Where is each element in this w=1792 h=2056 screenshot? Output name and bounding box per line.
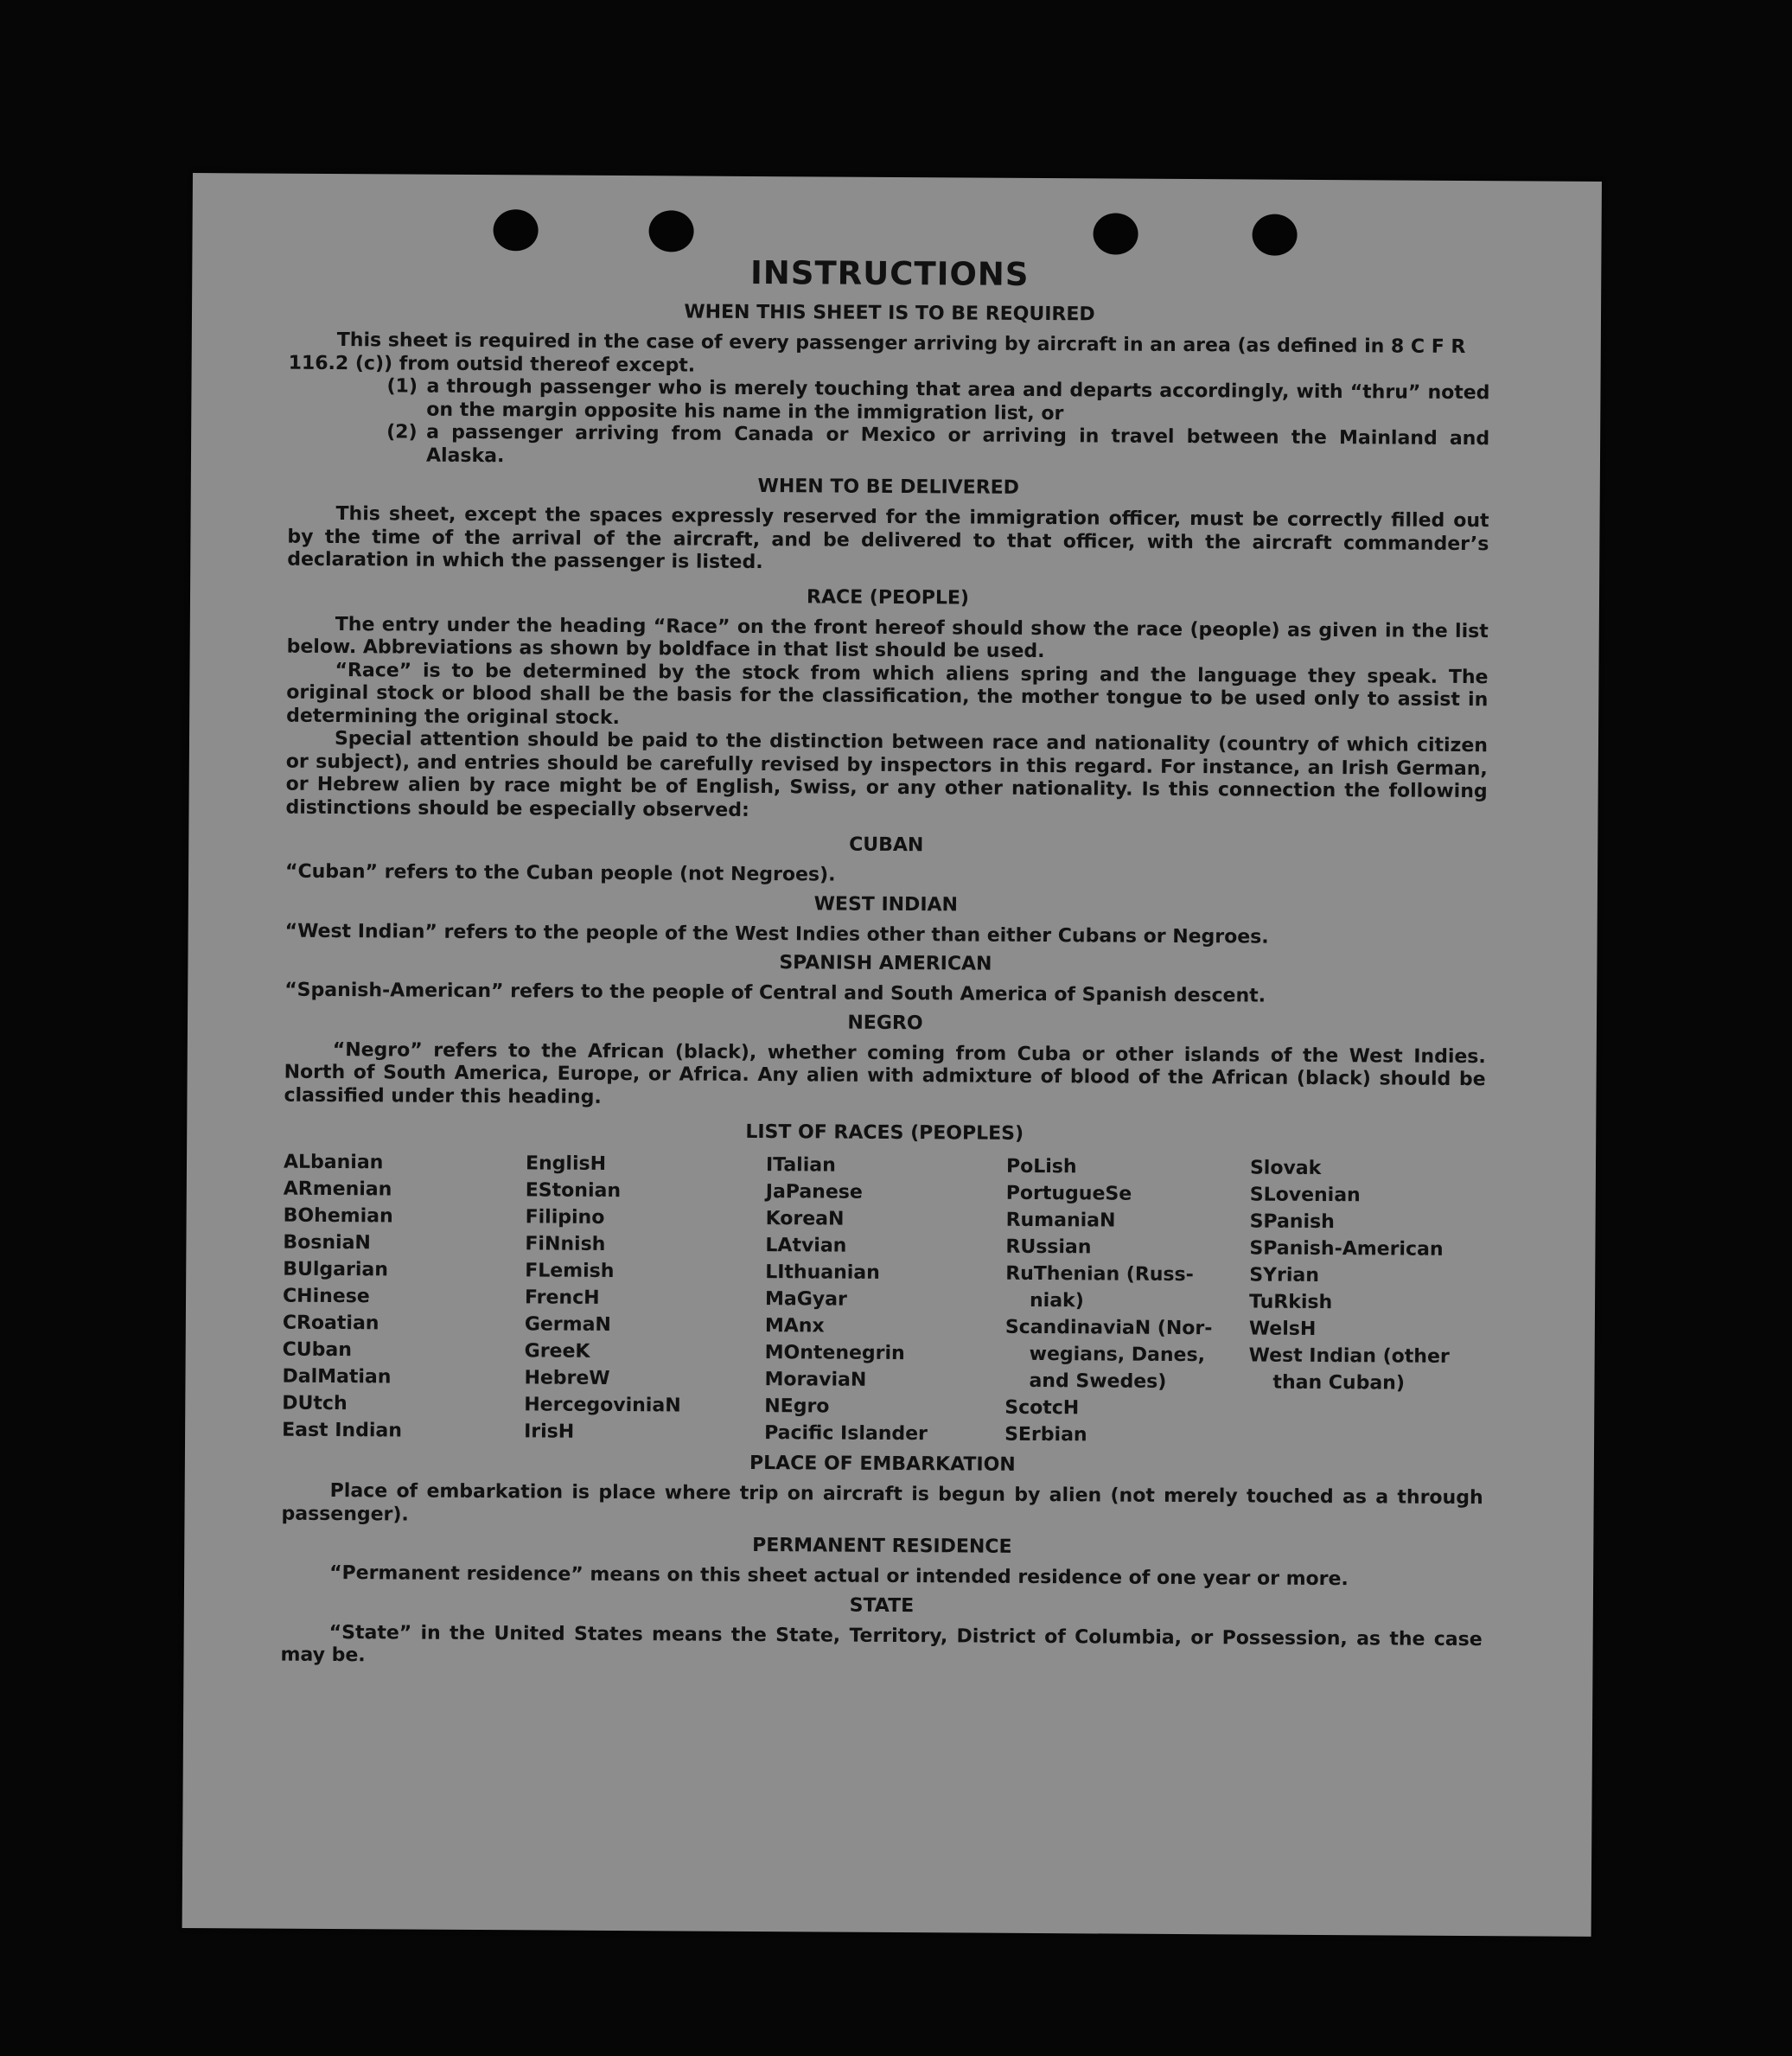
when-required-intro-2: 116.2 (c)) from outsid thereof except. — [288, 352, 696, 377]
race-entry: GermaN — [524, 1313, 611, 1336]
heading-west-indian: WEST INDIAN — [813, 892, 959, 916]
race-entry: RUssian — [1005, 1236, 1092, 1259]
race-entry: DUtch — [282, 1392, 348, 1415]
cuban-text: “Cuban” refers to the Cuban people (not Negroes). — [284, 860, 836, 886]
race-entry: FiNnish — [525, 1233, 606, 1255]
heading-embarkation: PLACE OF EMBARKATION — [749, 1452, 1016, 1476]
race-entry: LAtvian — [765, 1235, 847, 1257]
race-entry: JaPanese — [765, 1181, 863, 1204]
instruction-sheet — [182, 173, 1602, 1937]
exception-item — [386, 421, 1489, 474]
punch-hole-4 — [1252, 214, 1297, 255]
race-entry: PortugueSe — [1005, 1182, 1132, 1205]
punch-hole-2 — [648, 210, 693, 252]
page-title: INSTRUCTIONS — [749, 253, 1030, 293]
race-entry: RuThenian (Russ- — [1005, 1262, 1194, 1287]
race-entry: SPanish-American — [1249, 1237, 1444, 1261]
race-entry: SPanish — [1249, 1210, 1335, 1234]
race-entry: ITalian — [765, 1154, 836, 1177]
race-column-4 — [1004, 1153, 1250, 1450]
race-entry: BOhemian — [283, 1204, 393, 1228]
embarkation-text: Place of embarkation is place where trip on aircraft is begun by alien (not merely touched as a through passenger). — [281, 1479, 1483, 1526]
race-entry: FrencH — [524, 1287, 600, 1309]
race-entry: MaGyar — [764, 1288, 847, 1311]
race-column-5 — [1248, 1154, 1485, 1451]
race-entry: LIthuanian — [765, 1261, 880, 1284]
heading-permanent-residence: PERMANENT RESIDENCE — [752, 1534, 1012, 1558]
race-paragraph-3: Special attention should be paid to the distinction between race and nationality (country of which citizen or subject), and entries should be carefully revised by inspectors in this regard. For instance, an Irish German, or Hebrew alien by race might be of English, Swiss, or any other nationality. Is this connection the following distinctions should be especially observed: — [285, 728, 1489, 821]
race-entry: SLovenian — [1249, 1184, 1361, 1207]
west-indian-text: “West Indian” refers to the people of the West Indies other than either Cubans or Negroes. — [284, 920, 1269, 948]
race-entry: FLemish — [525, 1260, 615, 1283]
race-entry: CRoatian — [282, 1312, 379, 1335]
race-column-3 — [764, 1152, 1006, 1448]
race-column-1 — [282, 1149, 526, 1446]
race-entry: BUlgarian — [283, 1258, 389, 1281]
exception-number: (2) — [386, 421, 418, 444]
when-required-intro-1: This sheet is required in the case of every passenger arriving by aircraft in an area (as defined in 8 C F R — [336, 329, 1466, 358]
when-delivered-text: This sheet, except the spaces expressly reserved for the immigration officer, must be correctly filled out by the time of the arrival of the aircraft, and be delivered to that officer, with the aircraft commander’s declaration in which the passenger is listed. — [287, 503, 1489, 574]
heading-state: STATE — [849, 1594, 915, 1617]
race-entry: PoLish — [1005, 1155, 1077, 1178]
race-entry: SYrian — [1249, 1264, 1319, 1287]
heading-cuban: CUBAN — [849, 833, 924, 857]
spanish-american-text: “Spanish-American” refers to the people of Central and South America of Spanish descent. — [284, 979, 1266, 1007]
heading-list-of-races: LIST OF RACES (PEOPLES) — [745, 1121, 1024, 1145]
permanent-residence-text: “Permanent residence” means on this sheet actual or intended residence of one year or more. — [329, 1561, 1349, 1591]
race-entry: East Indian — [282, 1419, 402, 1442]
race-entry: HercegoviniaN — [524, 1394, 681, 1417]
race-entry: MoraviaN — [764, 1369, 867, 1391]
race-entry: Pacific Islander — [764, 1422, 928, 1446]
race-entry: MOntenegrin — [764, 1342, 905, 1365]
race-entry: West Indian (other — [1248, 1344, 1450, 1368]
race-entry-continued: and Swedes) — [1029, 1370, 1167, 1393]
race-entry: GreeK — [524, 1340, 590, 1363]
race-entry: SErbian — [1004, 1423, 1087, 1446]
heading-when-delivered: WHEN TO BE DELIVERED — [757, 475, 1020, 499]
heading-spanish-american: SPANISH AMERICAN — [779, 952, 992, 975]
race-entry-continued: wegians, Danes, — [1029, 1343, 1206, 1367]
race-entry: Filipino — [525, 1206, 605, 1229]
race-entry: Slovak — [1249, 1157, 1322, 1179]
race-paragraph-2: “Race” is to be determined by the stock from which aliens spring and the language they speak. The original stock or blood shall be the basis for the classification, the mother tongue to be used only to assist in determining the original stock. — [286, 659, 1489, 729]
race-entry: EStonian — [525, 1179, 622, 1203]
exception-number: (1) — [386, 375, 418, 398]
race-entry: ScotcH — [1004, 1396, 1080, 1420]
race-entry: ARmenian — [283, 1178, 392, 1201]
race-entry: CHinese — [282, 1285, 370, 1308]
race-entry: ALbanian — [283, 1151, 384, 1174]
race-entry: BosniaN — [283, 1231, 371, 1255]
negro-text: “Negro” refers to the African (black), whether coming from Cuba or other islands of the West Indies. North of South America, Europe, or Africa. Any alien with admixture of blood of the African (black) should be classified under this heading. — [284, 1038, 1486, 1108]
race-entry: KoreaN — [765, 1208, 845, 1230]
race-list — [282, 1149, 1485, 1451]
punch-hole-1 — [493, 209, 538, 251]
exception-text: a passenger arriving from Canada or Mexico or arriving in travel between the Mainland and Alaska. — [425, 421, 1490, 467]
race-entry: EnglisH — [525, 1153, 607, 1175]
state-text: “State” in the United States means the State, Territory, District of Columbia, or Possession, as the case may be. — [280, 1621, 1483, 1667]
race-entry: TuRkish — [1248, 1291, 1333, 1314]
race-entry: MAnx — [764, 1315, 825, 1338]
punch-hole-3 — [1093, 213, 1138, 254]
heading-when-required: WHEN THIS SHEET IS TO BE REQUIRED — [684, 301, 1095, 326]
race-entry: NEgro — [764, 1395, 830, 1418]
race-entry-continued: niak) — [1029, 1289, 1084, 1312]
race-entry: IrisH — [524, 1421, 575, 1443]
race-entry: WelsH — [1248, 1318, 1317, 1340]
sheet-content — [280, 252, 1490, 1675]
race-column-2 — [524, 1150, 766, 1446]
heading-race: RACE (PEOPLE) — [806, 585, 970, 609]
race-entry-continued: than Cuban) — [1272, 1371, 1406, 1395]
race-entry: HebreW — [524, 1367, 610, 1389]
race-entry: ScandinaviaN (Nor- — [1004, 1316, 1213, 1340]
race-entry: DalMatian — [282, 1365, 392, 1389]
exception-item — [386, 375, 1489, 428]
race-entry: RumaniaN — [1005, 1209, 1116, 1232]
exception-text: a through passenger who is merely touching that area and departs accordingly, with “thru” noted on the margin opposite his name in the immigration list, or — [426, 375, 1490, 425]
race-entry: CUban — [282, 1338, 353, 1362]
race-paragraph-1: The entry under the heading “Race” on the front hereof should show the race (people) as given in the list below. Abbreviations as shown by boldface in that list should be used. — [286, 613, 1489, 663]
heading-negro: NEGRO — [847, 1012, 923, 1034]
